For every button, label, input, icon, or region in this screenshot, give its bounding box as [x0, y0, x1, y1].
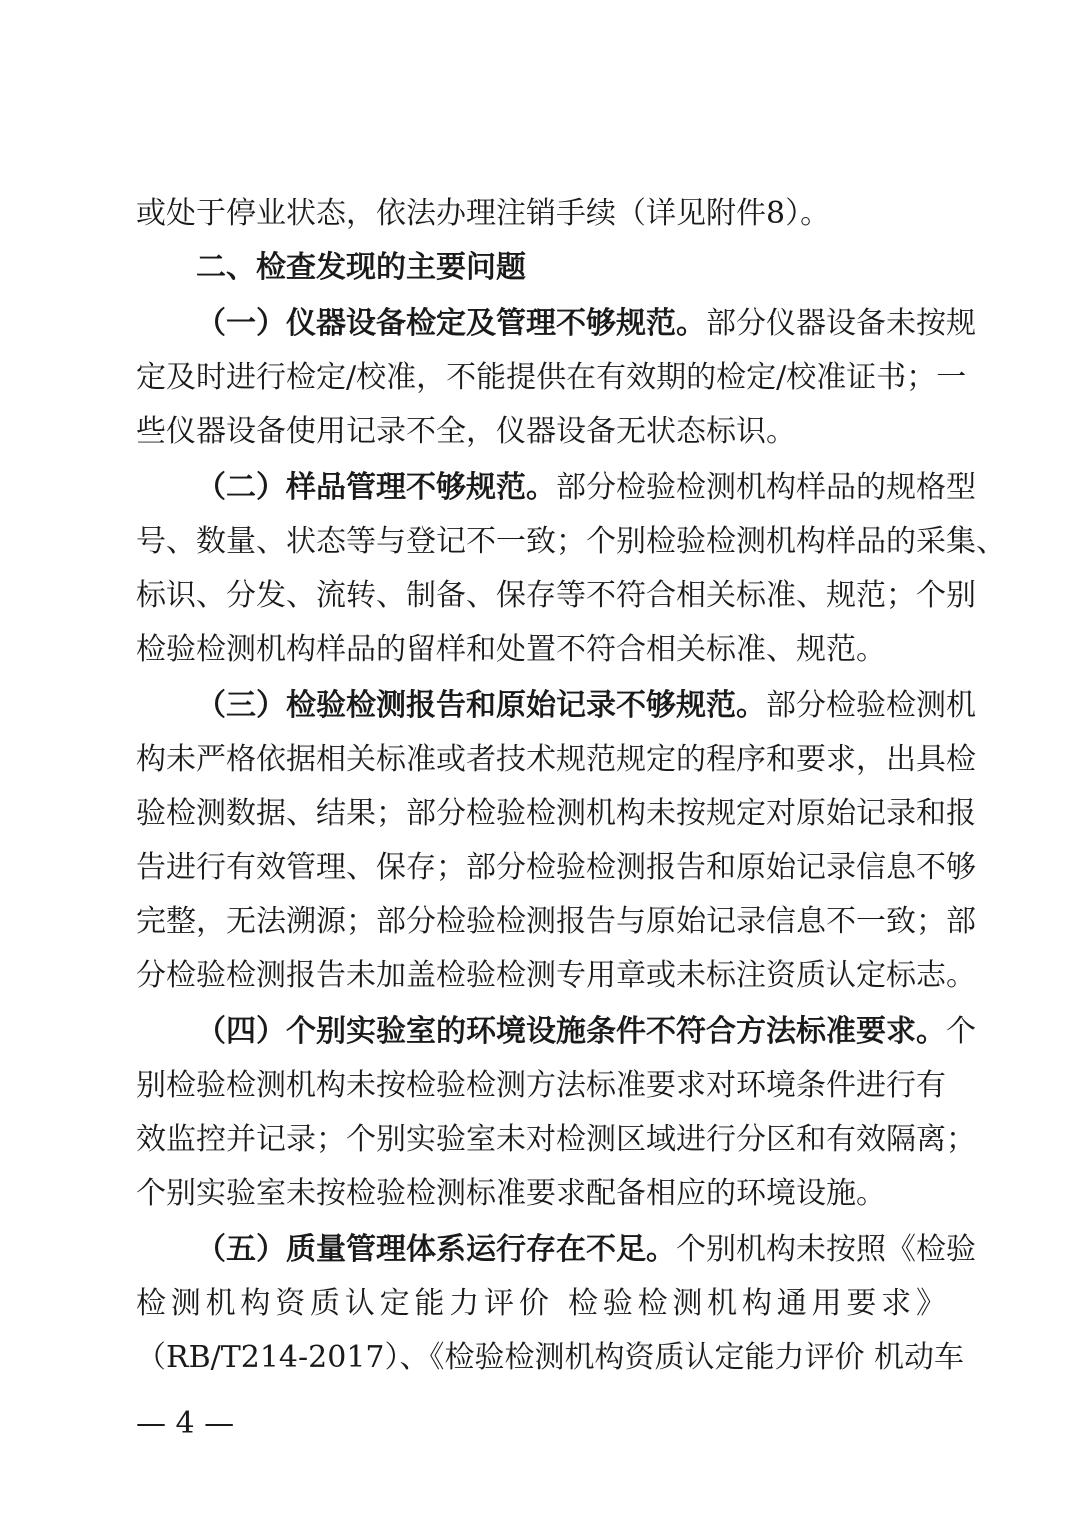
- paragraph-line: 告进行有效管理、保存；部分检验检测报告和原始记录信息不够: [136, 850, 976, 885]
- subheading: （二）样品管理不够规范。: [196, 470, 556, 505]
- paragraph-line: 验检测数据、结果；部分检验检测机构未按规定对原始记录和报: [136, 796, 976, 831]
- paragraph-text: 部分检验检测机: [766, 688, 976, 723]
- paragraph-line: 或处于停业状态，依法办理注销手续（详见附件8）。: [136, 196, 831, 231]
- paragraph-line: 标识、分发、流转、制备、保存等不符合相关标准、规范；个别: [136, 578, 976, 613]
- paragraph-line: 些仪器设备使用记录不全，仪器设备无状态标识。: [136, 414, 796, 449]
- paragraph-line: 检验检测机构样品的留样和处置不符合相关标准、规范。: [136, 632, 886, 667]
- paragraph-line: [196, 1010, 976, 1054]
- paragraph-text: 个别机构未按照《检验: [676, 1232, 976, 1267]
- paragraph-line: 个别实验室未按检验检测标准要求配备相应的环境设施。: [136, 1176, 886, 1211]
- paragraph-line: 号、数量、状态等与登记不一致；个别检验检测机构样品的采集、: [136, 524, 1006, 559]
- paragraph-line: [196, 466, 976, 510]
- paragraph-line: [196, 302, 976, 346]
- paragraph-line: 别检验检测机构未按检验检测方法标准要求对环境条件进行有: [136, 1068, 946, 1103]
- paragraph-line: 检测机构资质认定能力评价 检验检测机构通用要求》: [136, 1286, 946, 1321]
- page-number: — 4 —: [136, 1406, 235, 1441]
- subheading: （三）检验检测报告和原始记录不够规范。: [196, 688, 766, 723]
- subheading: （五）质量管理体系运行存在不足。: [196, 1232, 676, 1267]
- section-heading: 二、检查发现的主要问题: [196, 250, 526, 285]
- paragraph-line: 构未严格依据相关标准或者技术规范规定的程序和要求，出具检: [136, 742, 976, 777]
- paragraph-text: 个: [946, 1014, 976, 1049]
- paragraph-text: 部分仪器设备未按规: [706, 306, 976, 341]
- paragraph-line: 定及时进行检定/校准，不能提供在有效期的检定/校准证书；一: [136, 360, 967, 395]
- paragraph-line: 效监控并记录；个别实验室未对检测区域进行分区和有效隔离；: [136, 1122, 976, 1157]
- paragraph-text: 部分检验检测机构样品的规格型: [556, 470, 976, 505]
- paragraph-line: （RB/T214-2017）、《检验检测机构资质认定能力评价 机动车: [136, 1340, 965, 1375]
- paragraph-line: 完整，无法溯源；部分检验检测报告与原始记录信息不一致；部: [136, 904, 976, 939]
- paragraph-line: [196, 684, 976, 728]
- paragraph-line: 分检验检测报告未加盖检验检测专用章或未标注资质认定标志。: [136, 958, 976, 993]
- paragraph-line: [196, 1228, 976, 1272]
- subheading: （四）个别实验室的环境设施条件不符合方法标准要求。: [196, 1014, 946, 1049]
- subheading: （一）仪器设备检定及管理不够规范。: [196, 306, 706, 341]
